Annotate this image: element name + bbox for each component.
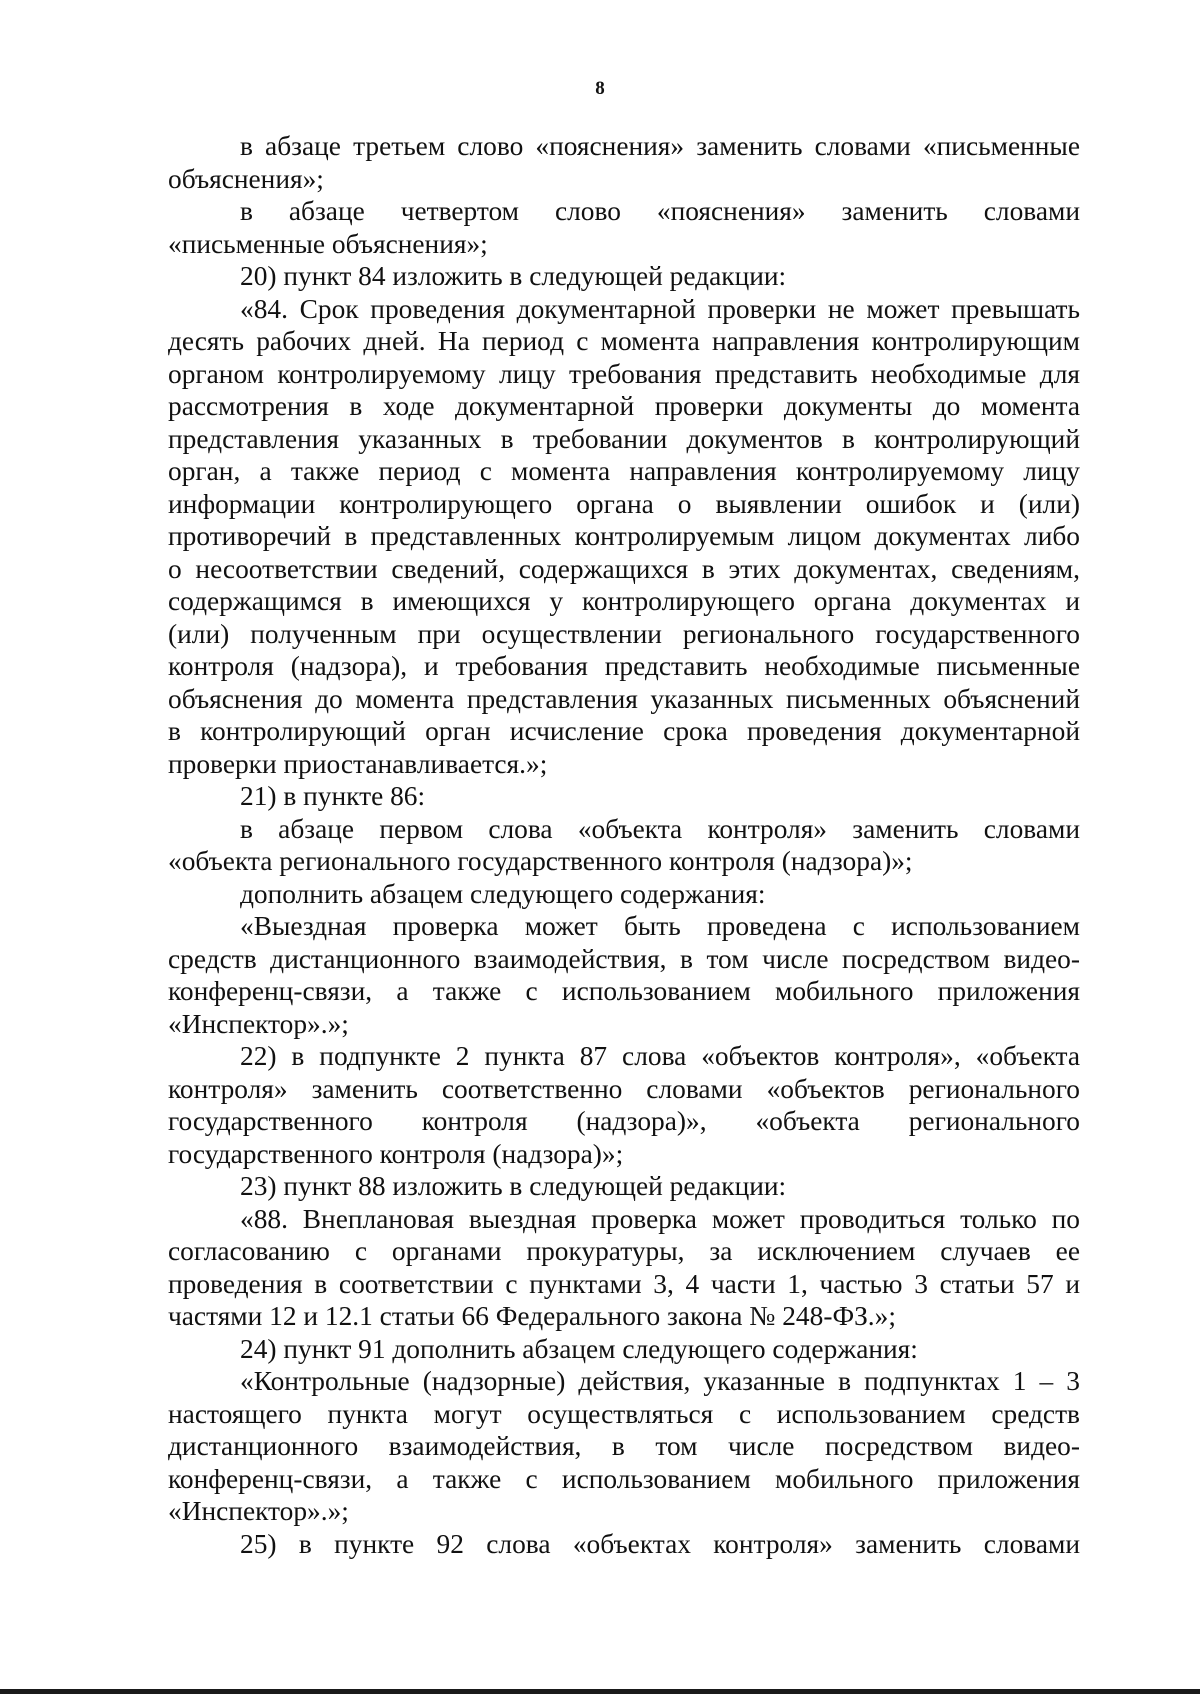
text-line: проверки приостанавливается.»; [168,748,548,779]
text-line: 25) в пункте 92 слова «объектах контроля» заменить словами [240,1528,1080,1559]
text-line: «Контрольные (надзорные) действия, указанные в подпунктах 1 – 3 [240,1366,1080,1396]
text-line: информации контролирующего органа о выявлении ошибок и (или) [168,488,1080,519]
text-line: орган, а также период с момента направления контролируемому лицу [168,456,1080,486]
page-bottom-border [0,1689,1200,1694]
text-line: 24) пункт 91 дополнить абзацем следующего содержания: [240,1333,918,1364]
page-number: 8 [595,78,605,99]
text-line: 20) пункт 84 изложить в следующей редакции: [240,261,787,291]
text-line: в контролирующий орган исчисление срока проведения документарной [168,716,1080,746]
text-line: контроля (надзора), и требования представить необходимые письменные [168,651,1080,681]
text-line: «письменные объяснения»; [168,228,488,259]
text-line: десять рабочих дней. На период с момента направления контролирующим [168,326,1080,356]
text-line: противоречий в представленных контролируемым лицом документах либо [168,521,1080,551]
text-line: настоящего пункта могут осуществляться с использованием средств [168,1398,1080,1429]
text-line: 21) в пункте 86: [240,781,426,811]
text-line: «Инспектор».»; [168,1008,349,1039]
text-line: объяснения до момента представления указанных письменных объяснений [168,683,1080,714]
text-line: государственного контроля (надзора)»; [168,1138,624,1169]
text-line: (или) полученным при осуществлении регионального государственного [168,618,1080,649]
text-line: контроля» заменить соответственно словами «объектов регионального [168,1073,1080,1104]
text-line: дополнить абзацем следующего содержания: [240,878,766,909]
text-line: «объекта регионального государственного контроля (надзора)»; [168,846,913,876]
text-line: частями 12 и 12.1 статьи 66 Федерального закона № 248-ФЗ.»; [168,1301,896,1331]
text-line: содержащимся в имеющихся у контролирующего органа документах и [168,586,1080,616]
text-line: конференц-связи, а также с использованием мобильного приложения [168,976,1080,1006]
text-line: «88. Внеплановая выездная проверка может проводиться только по [240,1203,1080,1234]
text-line: проведения в соответствии с пунктами 3, 4 части 1, частью 3 статьи 57 и [168,1268,1080,1299]
text-line: средств дистанционного взаимодействия, в том числе посредством видео- [168,943,1080,974]
document-body [168,130,1080,1560]
text-line: рассмотрения в ходе документарной проверки документы до момента [168,391,1080,421]
text-line: конференц-связи, а также с использованием мобильного приложения [168,1463,1080,1494]
text-line: «Выездная проверка может быть проведена с использованием [240,911,1080,941]
text-line: «Инспектор».»; [168,1496,349,1526]
text-line: 22) в подпункте 2 пункта 87 слова «объектов контроля», «объекта [240,1041,1080,1071]
text-line: 23) пункт 88 изложить в следующей редакции: [240,1171,787,1201]
text-line: в абзаце третьем слово «пояснения» заменить словами «письменные [240,131,1080,161]
text-line: представления указанных в требовании документов в контролирующий [168,423,1080,454]
text-line: в абзаце первом слова «объекта контроля» заменить словами [240,813,1080,844]
text-line: в абзаце четвертом слово «пояснения» заменить словами [240,196,1080,226]
text-line: о несоответствии сведений, содержащихся в этих документах, сведениям, [168,553,1080,584]
text-line: объяснения»; [168,163,324,194]
text-line: государственного контроля (надзора)», «объекта регионального [168,1106,1080,1136]
text-line: согласованию с органами прокуратуры, за исключением случаев ее [168,1236,1080,1266]
text-line: дистанционного взаимодействия, в том числе посредством видео- [168,1431,1080,1461]
text-line: «84. Срок проведения документарной проверки не может превышать [240,293,1080,324]
text-line: органом контролируемому лицу требования представить необходимые для [168,358,1080,389]
